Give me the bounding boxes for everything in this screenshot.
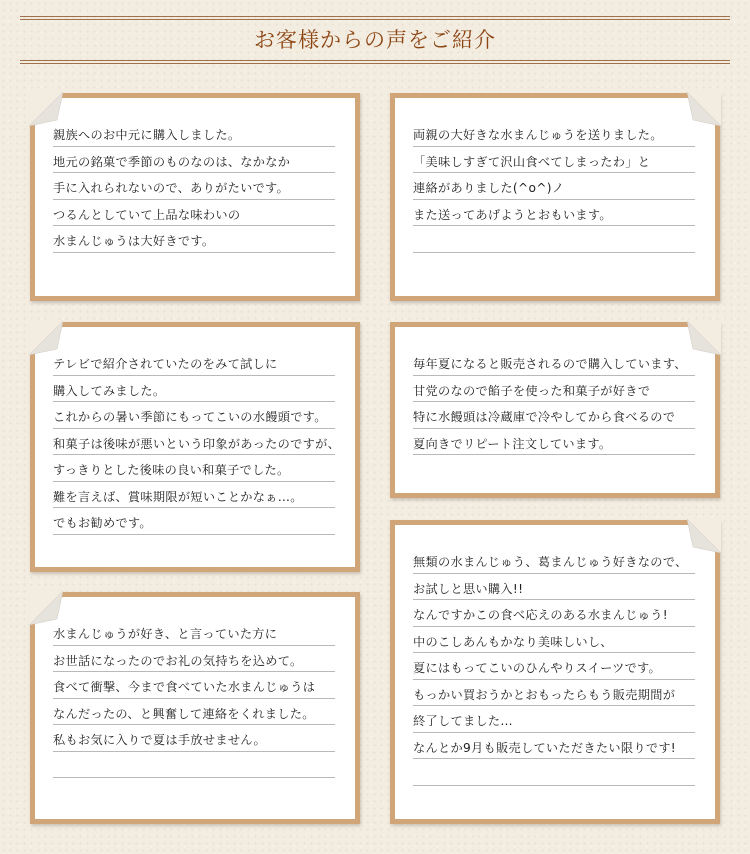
testimonial-card	[30, 322, 360, 572]
testimonial-line: 特に水饅頭は冷蔵庫で冷やしてから食べるので	[413, 402, 695, 429]
testimonial-line: また送ってあげようとおもいます。	[413, 200, 695, 227]
testimonial-line: 甘党のなので餡子を使った和菓子が好きで	[413, 376, 695, 403]
testimonial-line: つるんとしていて上品な味わいの	[53, 200, 335, 227]
testimonial-line: すっきりとした後味の良い和菓子でした。	[53, 455, 335, 482]
testimonial-card	[390, 520, 720, 824]
testimonial-text	[413, 547, 695, 786]
page-title: お客様からの声をご紹介	[254, 28, 496, 52]
header-rule-top-inner	[20, 19, 730, 20]
testimonial-card	[390, 93, 720, 301]
testimonial-card	[30, 93, 360, 301]
testimonial-line: 無類の水まんじゅう、葛まんじゅう好きなので、	[413, 547, 695, 574]
testimonial-line: 毎年夏になると販売されるので購入しています、	[413, 349, 695, 376]
folded-corner-icon	[29, 92, 63, 126]
testimonial-line: 水まんじゅうは大好きです。	[53, 226, 335, 253]
testimonial-text	[413, 349, 695, 455]
testimonial-line: テレビで紹介されていたのをみて試しに	[53, 349, 335, 376]
testimonial-line: 連絡がありました(^o^)ノ	[413, 173, 695, 200]
testimonial-line: なんですかこの食べ応えのある水まんじゅう!	[413, 600, 695, 627]
testimonial-line: 難を言えば、賞味期限が短いことかなぁ…。	[53, 482, 335, 509]
folded-corner-icon	[687, 321, 721, 355]
section-header	[20, 16, 730, 64]
testimonial-line: 水まんじゅうが好き、と言っていた方に	[53, 619, 335, 646]
blank-line	[413, 226, 695, 253]
folded-corner-icon	[29, 591, 63, 625]
header-rule-bottom	[20, 63, 730, 64]
testimonial-line: 終了してました…	[413, 706, 695, 733]
testimonial-line: 中のこしあんもかなり美味しいし、	[413, 627, 695, 654]
testimonial-text	[413, 120, 695, 253]
testimonial-card	[390, 322, 720, 498]
testimonial-line: 食べて衝撃、今まで食べていた水まんじゅうは	[53, 672, 335, 699]
testimonial-text	[53, 349, 341, 535]
blank-line	[53, 752, 335, 779]
testimonial-line: なんだったの、と興奮して連絡をくれました。	[53, 699, 335, 726]
testimonial-line: なんとか9月も販売していただきたい限りです!	[413, 733, 695, 760]
testimonial-line: 親族へのお中元に購入しました。	[53, 120, 335, 147]
testimonial-text	[53, 619, 335, 778]
folded-corner-icon	[687, 92, 721, 126]
testimonial-line: 手に入れられないので、ありがたいです。	[53, 173, 335, 200]
testimonial-line: これからの暑い季節にもってこいの水饅頭です。	[53, 402, 335, 429]
header-rule-top	[20, 16, 730, 17]
testimonial-line: もっかい買おうかとおもったらもう販売期間が	[413, 680, 695, 707]
testimonial-line: 「美味しすぎて沢山食べてしまったわ」と	[413, 147, 695, 174]
testimonial-card	[30, 592, 360, 824]
testimonial-text	[53, 120, 335, 253]
testimonial-line: でもお勧めです。	[53, 508, 335, 535]
testimonial-line: 両親の大好きな水まんじゅうを送りました。	[413, 120, 695, 147]
testimonial-line: お試しと思い購入!!	[413, 574, 695, 601]
testimonial-line: 和菓子は後味が悪いという印象があったのですが、	[53, 429, 335, 456]
testimonial-line: 夏向きでリピート注文しています。	[413, 429, 695, 456]
testimonial-line: 夏にはもってこいのひんやりスイーツです。	[413, 653, 695, 680]
testimonial-line: お世話になったのでお礼の気持ちを込めて。	[53, 646, 335, 673]
header-rule-bottom-inner	[20, 60, 730, 61]
folded-corner-icon	[29, 321, 63, 355]
blank-line	[413, 759, 695, 786]
testimonial-line: 私もお気に入りで夏は手放せません。	[53, 725, 335, 752]
testimonial-line: 地元の銘菓で季節のものなのは、なかなか	[53, 147, 335, 174]
testimonial-line: 購入してみました。	[53, 376, 335, 403]
folded-corner-icon	[687, 519, 721, 553]
